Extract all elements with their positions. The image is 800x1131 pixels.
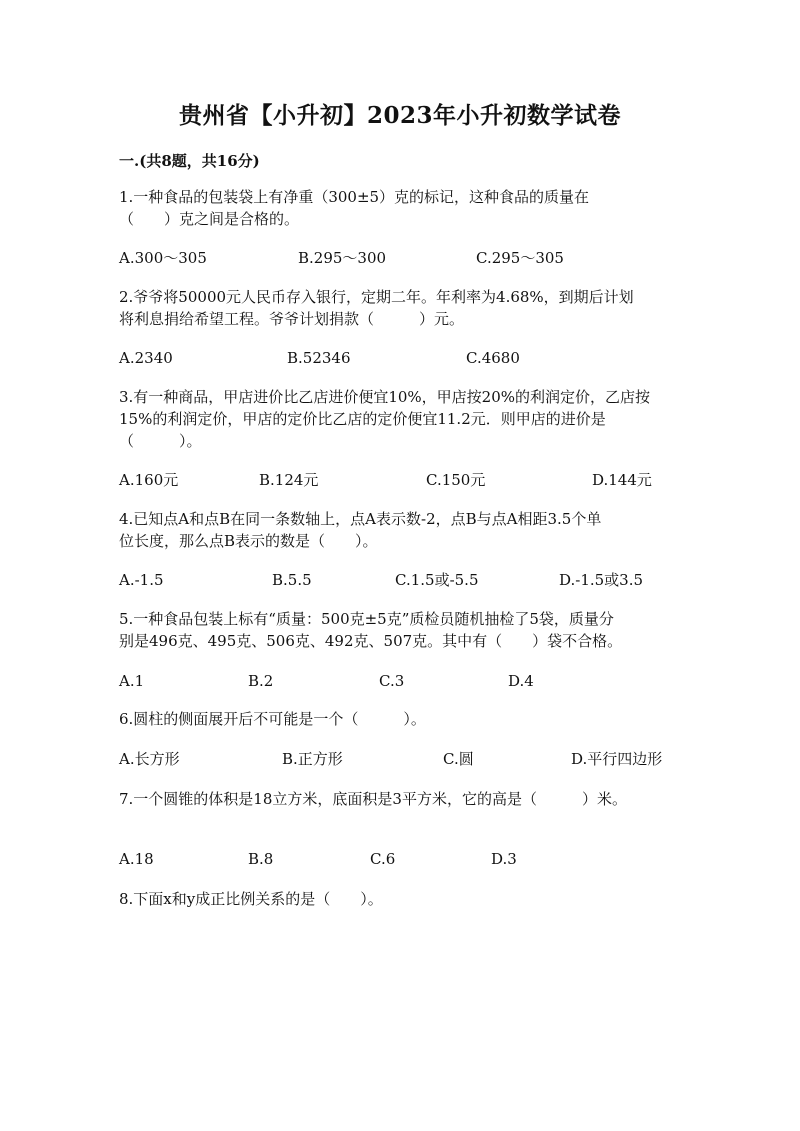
option-c: C.6: [370, 850, 396, 868]
option-d: D.-1.5或3.5: [559, 571, 644, 589]
option-b: B.正方形: [282, 750, 343, 768]
page-title: 贵州省【小升初】2023年小升初数学试卷: [178, 102, 621, 129]
options-2: [119, 347, 689, 369]
question-line: 3.有一种商品，甲店进价比乙店进价便宜10%，甲店按20%的利润定价，乙店按: [119, 388, 650, 406]
options-7: [119, 848, 689, 870]
option-b: B.8: [248, 850, 274, 868]
question-line: （ ）。: [119, 432, 202, 450]
section-heading: 一.(共8题，共16分): [119, 152, 260, 170]
question-line: 8.下面x和y成正比例关系的是（ ）。: [119, 890, 383, 908]
question-line: 6.圆柱的侧面展开后不可能是一个（ ）。: [119, 710, 426, 728]
question-line: 别是496克、495克、506克、492克、507克。其中有（ ）袋不合格。: [119, 632, 623, 650]
option-c: C.圆: [443, 750, 474, 768]
options-1: [119, 247, 689, 269]
option-c: C.1.5或-5.5: [395, 571, 479, 589]
options-4: [119, 569, 689, 591]
options-6: [119, 748, 689, 770]
question-line: 5.一种食品包装上标有“质量：500克±5克”质检员随机抽检了5袋，质量分: [119, 610, 614, 628]
options-3: [119, 469, 689, 491]
option-b: B.5.5: [272, 571, 312, 589]
option-b: B.52346: [287, 349, 351, 367]
question-line: 7.一个圆锥的体积是18立方米，底面积是3平方米，它的高是（ ）米。: [119, 790, 627, 808]
question-3: [119, 386, 689, 452]
option-d: D.144元: [592, 471, 652, 489]
option-a: A.300～305: [119, 249, 207, 267]
question-line: 4.已知点A和点B在同一条数轴上，点A表示数-2，点B与点A相距3.5个单: [119, 510, 602, 528]
question-1: [119, 186, 689, 230]
question-line: 15%的利润定价，甲店的定价比乙店的定价便宜11.2元．则甲店的进价是: [119, 410, 606, 428]
option-d: D.3: [491, 850, 517, 868]
option-c: C.3: [379, 672, 405, 690]
option-c: C.150元: [426, 471, 486, 489]
option-a: A.2340: [119, 349, 173, 367]
option-a: A.18: [119, 850, 154, 868]
option-b: B.124元: [259, 471, 319, 489]
question-line: 1.一种食品的包装袋上有净重（300±5）克的标记，这种食品的质量在: [119, 188, 590, 206]
question-7: [119, 788, 689, 810]
question-8: [119, 888, 689, 910]
options-5: [119, 670, 689, 692]
option-c: C.4680: [466, 349, 520, 367]
option-c: C.295～305: [476, 249, 564, 267]
option-a: A.-1.5: [119, 571, 164, 589]
option-d: D.4: [508, 672, 534, 690]
question-line: 将利息捐给希望工程。爷爷计划捐款（ ）元。: [119, 310, 465, 328]
option-b: B.295～300: [298, 249, 387, 267]
option-a: A.160元: [119, 471, 179, 489]
question-5: [119, 608, 689, 652]
question-line: （ ）克之间是合格的。: [119, 210, 300, 228]
option-b: B.2: [248, 672, 274, 690]
question-6: [119, 708, 689, 730]
option-a: A.长方形: [119, 750, 180, 768]
question-line: 位长度，那么点B表示的数是（ ）。: [119, 532, 378, 550]
option-a: A.1: [119, 672, 145, 690]
option-d: D.平行四边形: [571, 750, 663, 768]
question-2: [119, 286, 689, 330]
question-line: 2.爷爷将50000元人民币存入银行，定期二年。年利率为4.68%，到期后计划: [119, 288, 634, 306]
question-4: [119, 508, 689, 552]
